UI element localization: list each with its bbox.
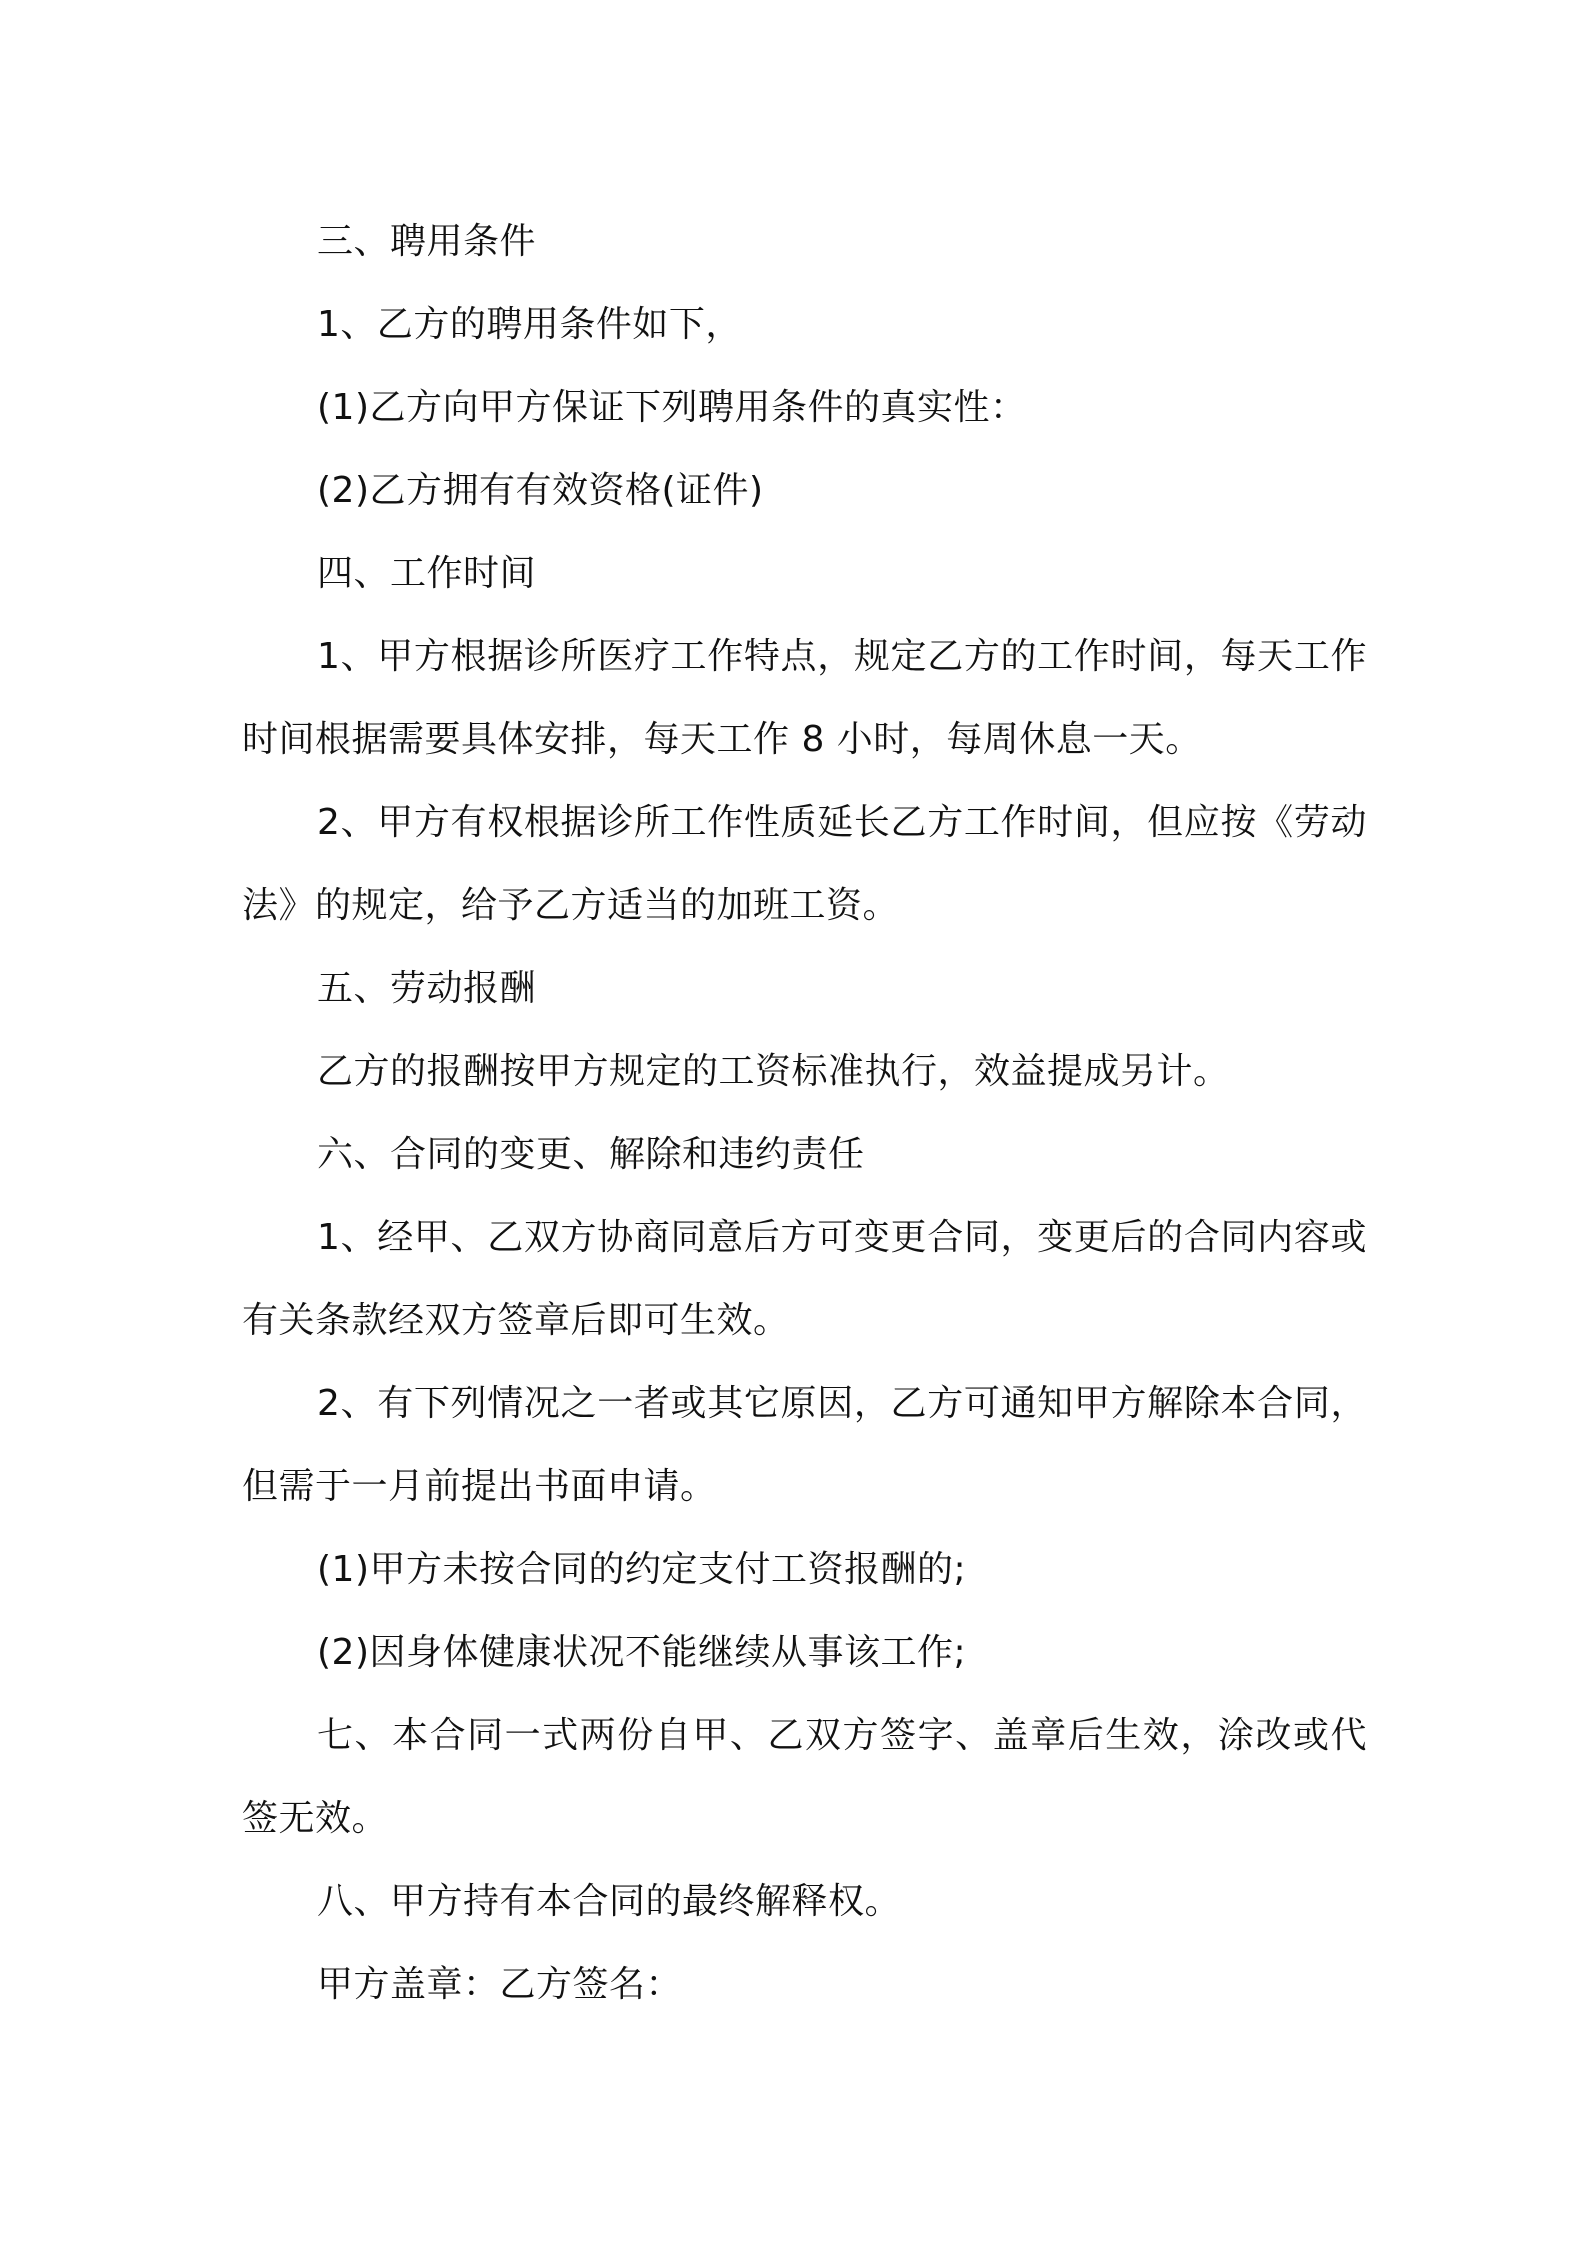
signature-line: 甲方盖章：乙方签名： xyxy=(317,1964,683,2005)
clause-contract-termination: 2、有下列情况之一者或其它原因，乙方可通知甲方解除本合同，但需于一月前提出书面申请。 xyxy=(242,1383,1367,1507)
clause-health-condition: (2)因身体健康状况不能继续从事该工作; xyxy=(317,1632,967,1673)
clause-remuneration: 乙方的报酬按甲方规定的工资标准执行，效益提成另计。 xyxy=(317,1051,1230,1092)
section-heading-contract-changes: 六、合同的变更、解除和违约责任 xyxy=(317,1134,865,1175)
clause-unpaid-wages: (1)甲方未按合同的约定支付工资报酬的; xyxy=(317,1549,967,1590)
section-interpretation-right: 八、甲方持有本合同的最终解释权。 xyxy=(317,1881,902,1922)
clause-valid-qualification: (2)乙方拥有有效资格(证件) xyxy=(317,470,764,511)
clause-contract-modification: 1、经甲、乙双方协商同意后方可变更合同，变更后的合同内容或有关条款经双方签章后即可生效。 xyxy=(242,1217,1367,1341)
section-heading-remuneration: 五、劳动报酬 xyxy=(317,968,537,1009)
clause-overtime: 2、甲方有权根据诊所工作性质延长乙方工作时间，但应按《劳动法》的规定，给予乙方适当的加班工资。 xyxy=(242,802,1367,926)
clause-working-hours-schedule: 1、甲方根据诊所医疗工作特点，规定乙方的工作时间，每天工作时间根据需要具体安排，每天工作 8 小时，每周休息一天。 xyxy=(242,636,1367,760)
section-contract-copies: 七、本合同一式两份自甲、乙双方签字、盖章后生效，涂改或代签无效。 xyxy=(242,1715,1367,1839)
clause-employment-conditions: 1、乙方的聘用条件如下， xyxy=(317,304,742,345)
section-heading-working-hours: 四、工作时间 xyxy=(317,553,537,594)
contract-body xyxy=(242,200,1367,2026)
section-heading-employment-conditions: 三、聘用条件 xyxy=(317,221,537,262)
clause-authenticity-guarantee: (1)乙方向甲方保证下列聘用条件的真实性： xyxy=(317,387,1027,428)
